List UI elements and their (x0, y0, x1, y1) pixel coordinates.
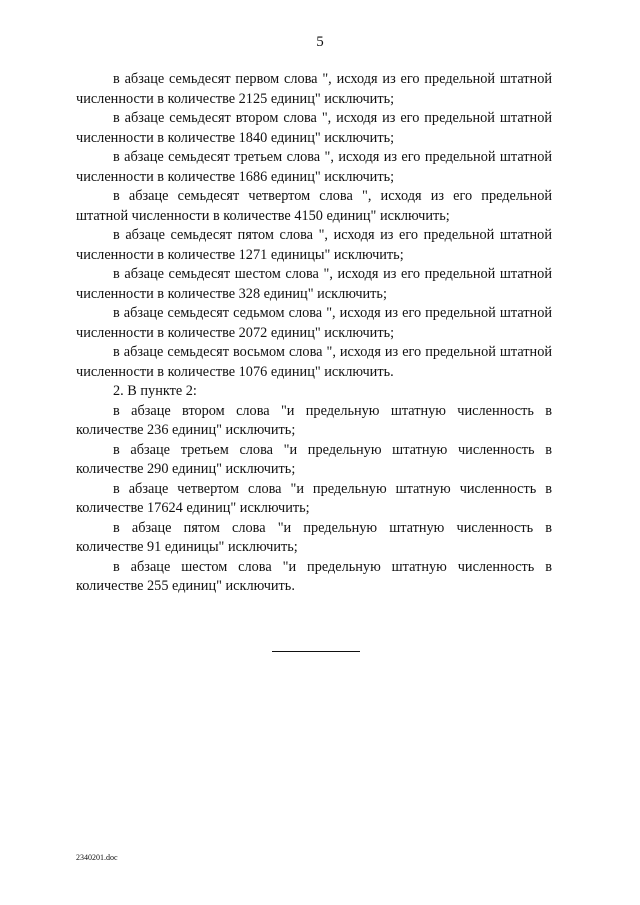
paragraph-2-3: в абзаце третьем слова "и предельную штатную численность в количестве 290 единиц" исключить; (76, 441, 552, 477)
paragraph-78: в абзаце семьдесят восьмом слова ", исходя из его предельной штатной численности в количестве 1076 единиц" исключить. (76, 344, 552, 380)
paragraph-77: в абзаце семьдесят седьмом слова ", исходя из его предельной штатной численности в количестве 2072 единиц" исключить; (76, 305, 552, 341)
paragraph-2-6: в абзаце шестом слова "и предельную штатную численность в количестве 255 единиц" исключить. (76, 558, 552, 594)
paragraph-71: в абзаце семьдесят первом слова ", исходя из его предельной штатной численности в количестве 2125 единиц" исключить; (76, 71, 552, 107)
paragraph-75: в абзаце семьдесят пятом слова ", исходя из его предельной штатной численности в количестве 1271 единицы" исключить; (76, 227, 552, 263)
paragraph-2-2: в абзаце втором слова "и предельную штатную численность в количестве 236 единиц" исключить; (76, 402, 552, 438)
paragraph-74: в абзаце семьдесят четвертом слова ", исходя из его предельной штатной численности в количестве 4150 единиц" исключить; (76, 188, 552, 224)
paragraph-76: в абзаце семьдесят шестом слова ", исходя из его предельной штатной численности в количестве 328 единиц" исключить; (76, 266, 552, 302)
end-separator-line (272, 651, 360, 652)
section-2-heading: 2. В пункте 2: (113, 383, 197, 399)
document-file-id: 2340201.doc (76, 853, 118, 862)
paragraph-72: в абзаце семьдесят втором слова ", исходя из его предельной штатной численности в количестве 1840 единиц" исключить; (76, 110, 552, 146)
paragraph-73: в абзаце семьдесят третьем слова ", исходя из его предельной штатной численности в количестве 1686 единиц" исключить; (76, 149, 552, 185)
paragraph-2-4: в абзаце четвертом слова "и предельную штатную численность в количестве 17624 единиц" исключить; (76, 480, 552, 516)
page-number: 5 (316, 34, 324, 50)
document-body (76, 70, 552, 597)
paragraph-2-5: в абзаце пятом слова "и предельную штатную численность в количестве 91 единицы" исключить; (76, 519, 552, 555)
